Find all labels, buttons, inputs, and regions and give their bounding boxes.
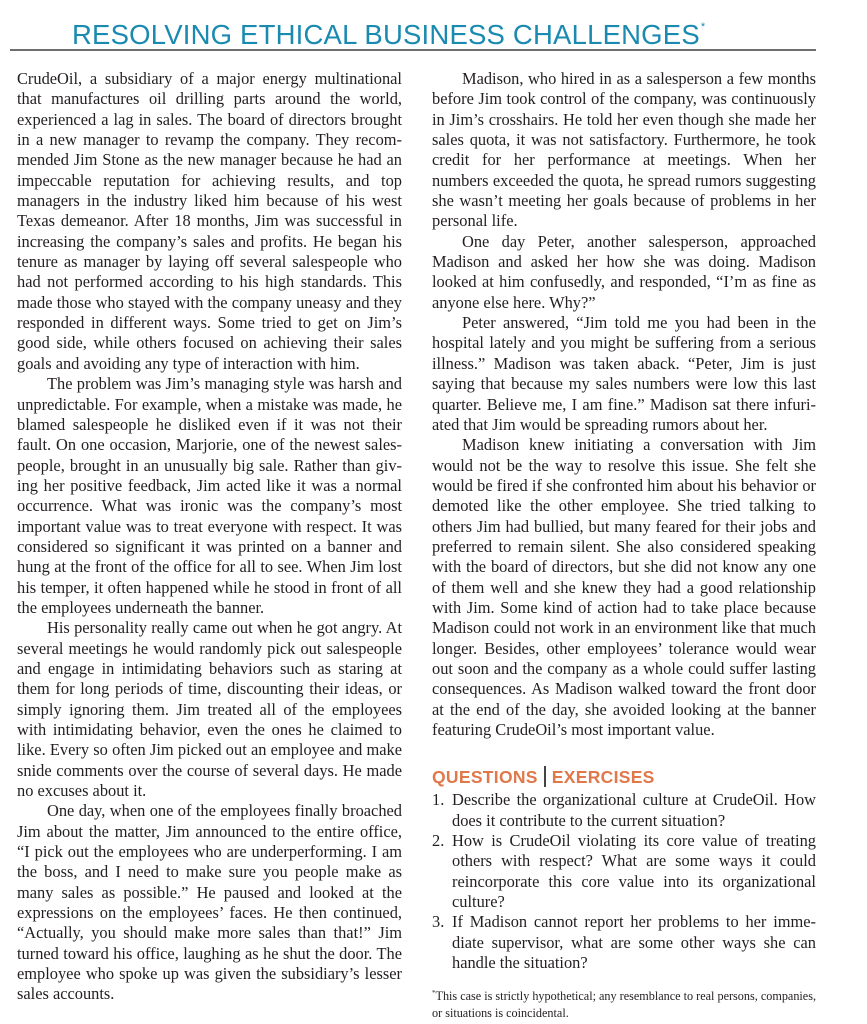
case-paragraph: One day, when one of the employees finally broached Jim about the matter, Jim announced to the entire office, “I pick out the employees who are underperforming. I am the boss, and I need to make sure you people make as many sales as possible.” He paused and looked at the expressions on the employees’ faces. He then continued, “Actually, you should make more sales than that!” Jim turned toward his office, laughing as he shut the door. The employee who spoke up was given the subsidiary’s lesser sales accounts. xyxy=(17,801,402,1004)
case-paragraph: His personality really came out when he got angry. At several meetings he would randomly pick out salespeople and engage in intimidating behaviors such as staring at them for long periods of time, discounting their ideas, or simply ignoring them. Jim treated all of the employees with intimidating behavior, even the ones he claimed to like. Every so often Jim picked out an employee and make snide comments over the course of several days. He made no excuses about it. xyxy=(17,618,402,801)
questions-heading-right: EXERCISES xyxy=(551,767,655,788)
right-column xyxy=(432,69,816,1022)
questions-heading xyxy=(432,766,816,788)
case-paragraph: Peter answered, “Jim told me you had been in the hospital lately and you might be suffering from a serious illness.” Madison was taken aback. “Peter, Jim is just saying that because my sales numbers were low this last quarter. Believe me, I am fine.” Madison sat there infuriated that Jim would be spreading rumors about her. xyxy=(432,313,816,434)
page-title-text: RESOLVING ETHICAL BUSINESS CHALLENGES xyxy=(72,19,700,50)
question-item xyxy=(432,912,816,973)
case-paragraph: CrudeOil, a subsidiary of a major energy multinational that manufactures oil drilling parts around the world, experienced a lag in sales. The board of directors brought in a new manager to revamp the company. They recommended Jim Stone as the new manager because he had an impeccable reputation for achieving results, and top managers in the industry liked him because of his west Texas demeanor. After 18 months, Jim was successful in increasing the company’s sales and profits. He began his tenure as manager by laying off several salespeople who had not performed according to his high standards. This made those who stayed with the company uneasy and they responded in different ways. Some tried to get on Jim’s good side, while others focused on achieving their sales goals and avoiding any type of interaction with him. xyxy=(17,69,402,373)
question-item xyxy=(432,831,816,912)
questions-list xyxy=(432,790,816,973)
page-header xyxy=(10,0,816,51)
case-paragraph: One day Peter, another salesperson, approached Madison and asked her how she was doing. Madison looked at him confusedly, and responded, “I’m as fine as anyone else here. Why?” xyxy=(432,231,816,312)
question-number: 1. xyxy=(432,790,445,810)
page-title xyxy=(72,12,705,50)
question-number: 3. xyxy=(432,912,445,932)
title-footnote-marker: * xyxy=(700,21,706,33)
case-paragraph: Madison, who hired in as a salesperson a few months before Jim took control of the company, was continuously in Jim’s crosshairs. He told her even though she made her sales quota, it was not satisfactory. Furthermore, he took credit for her performance at meetings. When her numbers exceeded the quota, he spread rumors suggesting she wasn’t meeting her goals because of problems in her personal life. xyxy=(432,69,816,231)
case-paragraph: Madison knew initiating a conversation with Jim would not be the way to resolve this issue. She felt she would be fired if she confronted him about his behavior or demoted like the other employee. She tried talking to others Jim had bullied, but many feared for their jobs and preferred to remain silent. She also considered speaking with the board of directors, but she did not know any one of them well and she knew they had a good relationship with Jim. Some kind of action had to take place because Madison could not work in an environment like that much longer. Besides, other employees’ tolerance would wear out soon and the company as a whole could suffer lasting consequences. As Madison walked toward the front door at the end of the day, she avoided looking at the banner featuring CrudeOil’s most important value. xyxy=(432,435,816,739)
footnote-marker: * xyxy=(432,989,436,998)
footnote xyxy=(432,985,816,1022)
heading-divider xyxy=(544,766,546,787)
questions-heading-left: QUESTIONS xyxy=(432,767,538,788)
question-text: If Madison cannot report her problems to her immediate supervisor, what are some other ways she can handle the situation? xyxy=(452,912,816,973)
left-column xyxy=(17,69,402,1005)
question-text: How is CrudeOil violating its core value of treating others with respect? What are some ways it could reincorporate this core value into its organizational culture? xyxy=(452,831,816,912)
case-paragraph: The problem was Jim’s managing style was harsh and unpredictable. For example, when a mistake was made, he blamed salespeople he disliked even if it was not their fault. On one occasion, Marjorie, one of the newest salespeople, brought in an unusually big sale. Rather than giving her positive feedback, Jim acted like it was a normal occurrence. What was ironic was the company’s most important value was to treat everyone with respect. It was considered so significant it was printed on a banner and hung at the front of the office for all to see. When Jim lost his temper, it often happened while he stood in front of all the employees underneath the banner. xyxy=(17,374,402,617)
question-number: 2. xyxy=(432,831,445,851)
question-item xyxy=(432,790,816,831)
question-text: Describe the organizational culture at CrudeOil. How does it contribute to the current situation? xyxy=(452,790,816,830)
footnote-text: This case is strictly hypothetical; any resemblance to real persons, companies, or situations is coincidental. xyxy=(432,989,816,1021)
